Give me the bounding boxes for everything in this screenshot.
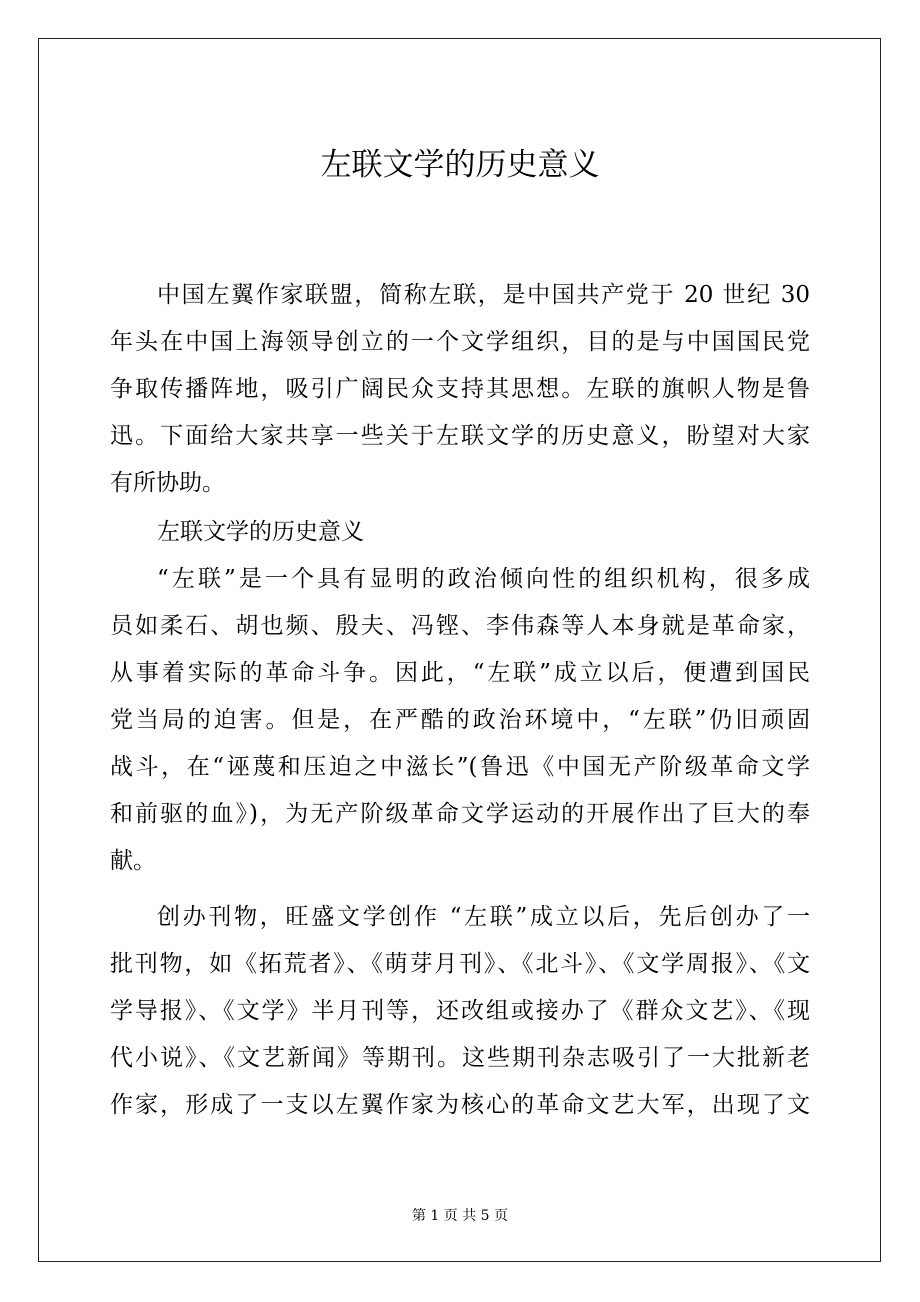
page-footer: 第 1 页 共 5 页 bbox=[411, 1208, 509, 1224]
paragraph-publications bbox=[110, 894, 810, 1129]
text-line: 从事着实际的革命斗争。因此，“左联”成立以后，便遭到国民 bbox=[110, 660, 810, 686]
text-line: 和前驱的血》)，为无产阶级革命文学运动的开展作出了巨大的奉 bbox=[110, 801, 810, 827]
text-line: 学导报》、《文学》半月刊等，还改组或接办了《群众文艺》、《现 bbox=[110, 998, 810, 1024]
text-line: 左联文学的历史意义 bbox=[157, 519, 364, 545]
text-line: 作家，形成了一支以左翼作家为核心的革命文艺大军，出现了文 bbox=[110, 1092, 810, 1118]
text-line: 创办刊物，旺盛文学创作 “左联”成立以后，先后创办了一 bbox=[157, 904, 810, 930]
text-line: 迅。下面给大家共享一些关于左联文学的历史意义，盼望对大家 bbox=[110, 423, 810, 449]
text-line: 党当局的迫害。但是，在严酷的政治环境中，“左联”仍旧顽固 bbox=[110, 707, 810, 733]
text-line: 有所协助。 bbox=[110, 470, 225, 496]
paragraph-left-league bbox=[110, 556, 810, 885]
text-line: 批刊物，如《拓荒者》、《萌芽月刊》、《北斗》、《文学周报》、《文 bbox=[110, 951, 810, 977]
document-title: 左联文学的历史意义 bbox=[320, 147, 600, 183]
paragraph-intro bbox=[110, 272, 810, 507]
text-line: 代小说》、《文艺新闻》等期刊。这些期刊杂志吸引了一大批新老 bbox=[110, 1045, 810, 1071]
text-line: “左联”是一个具有显明的政治倾向性的组织机构，很多成 bbox=[157, 566, 810, 592]
text-line: 献。 bbox=[110, 848, 156, 874]
text-line: 战斗，在“诬蔑和压迫之中滋长”(鲁迅《中国无产阶级革命文学 bbox=[110, 754, 810, 780]
text-line: 中国左翼作家联盟，简称左联，是中国共产党于 20 世纪 30 bbox=[157, 282, 810, 308]
text-line: 争取传播阵地，吸引广阔民众支持其思想。左联的旗帜人物是鲁 bbox=[110, 376, 810, 402]
section-heading bbox=[110, 509, 810, 556]
text-line: 年头在中国上海领导创立的一个文学组织，目的是与中国国民党 bbox=[110, 329, 810, 355]
text-line: 员如柔石、胡也频、殷夫、冯铿、李伟森等人本身就是革命家， bbox=[110, 613, 810, 639]
